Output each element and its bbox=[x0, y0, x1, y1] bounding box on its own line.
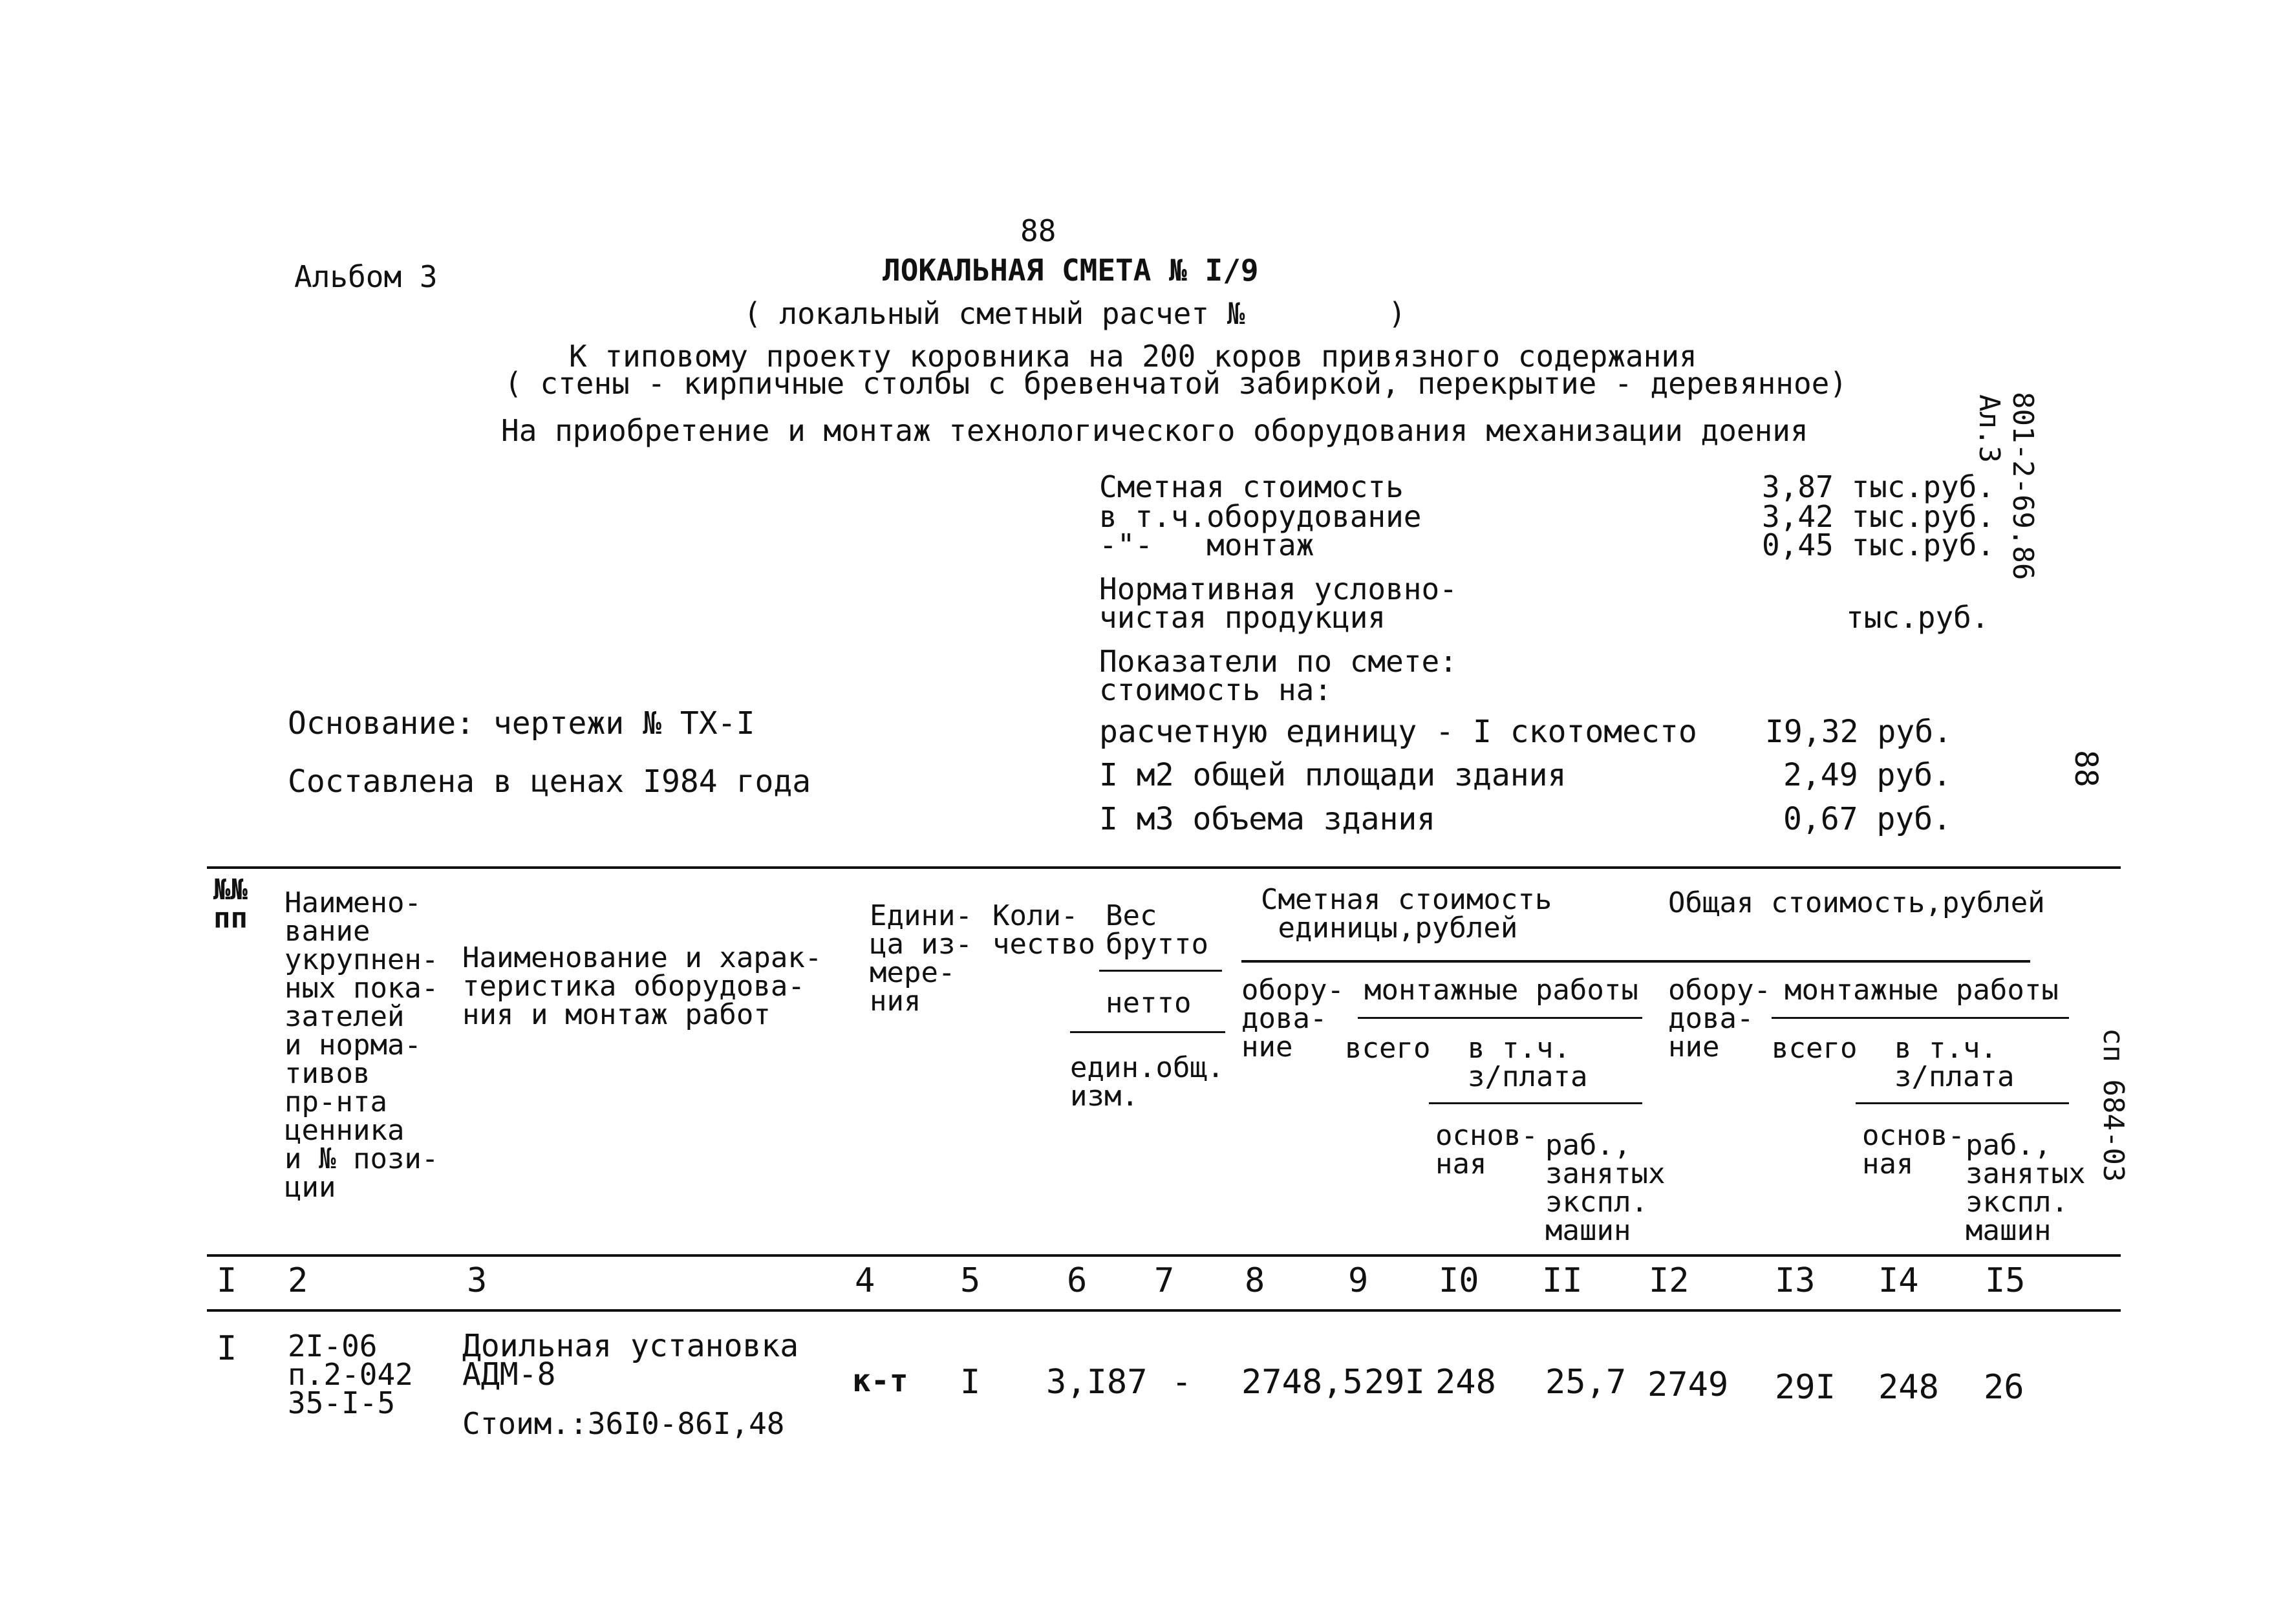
row-basic: 248 bbox=[1435, 1363, 1496, 1402]
header-weight: Вес брутто bbox=[1106, 899, 1208, 961]
album-label: Альбом 3 bbox=[294, 259, 438, 294]
header-equipment: обору- дова- ние bbox=[1241, 974, 1344, 1063]
header-incl-salary: в т.ч. з/плата bbox=[1468, 1032, 1588, 1093]
summary-value-0: 3,87 тыс.руб. bbox=[1762, 469, 1995, 504]
col-number-2: 2 bbox=[288, 1261, 308, 1300]
header-basic: основ- ная bbox=[1435, 1119, 1538, 1181]
indicators-label-2: стоимость на: bbox=[1099, 672, 1333, 707]
right-page-number: 88 bbox=[2068, 750, 2104, 787]
indicators-label-1: Показатели по смете: bbox=[1099, 644, 1457, 679]
summary-value-1: 3,42 тыс.руб. bbox=[1762, 499, 1995, 534]
summary-label-0: Сметная стоимость bbox=[1099, 469, 1404, 504]
side-code-main: 801-2-69.86 bbox=[2006, 392, 2039, 581]
row-all-total: 29I bbox=[1775, 1368, 1836, 1407]
indicator-value-1: 2,49 руб. bbox=[1783, 757, 1952, 793]
header-basic-total: основ- ная bbox=[1862, 1119, 1965, 1181]
header-machines: раб., занятых экспл. машин bbox=[1545, 1129, 1666, 1247]
header-all: всего bbox=[1345, 1032, 1431, 1065]
header-mount-works-total: монтажные работы bbox=[1785, 974, 2059, 1007]
row-basic-total: 248 bbox=[1878, 1368, 1939, 1407]
row-equipment: 2748,5 bbox=[1241, 1363, 1363, 1402]
row-machines-total: 26 bbox=[1984, 1368, 2024, 1407]
row-weight-total: - bbox=[1172, 1363, 1192, 1402]
header-net: нетто bbox=[1106, 987, 1192, 1020]
row-machines: 25,7 bbox=[1545, 1363, 1627, 1402]
summary-label-2: -"- монтаж bbox=[1099, 528, 1314, 562]
row-cost-note: Стоим.:36I0-86I,48 bbox=[462, 1406, 785, 1441]
table-top-rule bbox=[207, 866, 2121, 869]
col-number-7: 7 bbox=[1154, 1261, 1175, 1300]
indicator-value-0: I9,32 руб. bbox=[1765, 714, 1952, 750]
row-description: Доильная установка АДМ-8 bbox=[462, 1328, 799, 1393]
header-unit: Едини- ца из- мере- ния bbox=[870, 899, 972, 1018]
row-unit: к-т bbox=[852, 1363, 908, 1399]
header-machines-total: раб., занятых экспл. машин bbox=[1966, 1129, 2086, 1247]
net-product-value: тыс.руб. bbox=[1846, 600, 1989, 635]
row-all: 29I bbox=[1364, 1363, 1425, 1402]
col-number-13: I3 bbox=[1775, 1261, 1816, 1300]
header-total-cost: Общая стоимость,рублей bbox=[1668, 886, 2045, 919]
header-mount-works: монтажные работы bbox=[1364, 974, 1638, 1007]
indicator-label-0: расчетную единицу - I скотоместо bbox=[1099, 714, 1697, 750]
col-number-12: I2 bbox=[1649, 1261, 1689, 1300]
col-number-1: I bbox=[217, 1261, 237, 1300]
salary-rule-1 bbox=[1429, 1102, 1642, 1104]
net-product-label-1: Нормативная условно- bbox=[1099, 572, 1457, 606]
mount-rule-1 bbox=[1358, 1017, 1642, 1019]
document-title: ЛОКАЛЬНАЯ СМЕТА № I/9 bbox=[883, 253, 1259, 288]
col-number-8: 8 bbox=[1245, 1261, 1265, 1300]
weight-rule-1 bbox=[1099, 970, 1222, 972]
header-incl-salary-total: в т.ч. з/плата bbox=[1894, 1032, 2015, 1093]
header-all-total: всего bbox=[1772, 1032, 1858, 1065]
summary-value-2: 0,45 тыс.руб. bbox=[1762, 528, 1995, 562]
header-num: №№ пп bbox=[213, 873, 248, 935]
cost-header-rule bbox=[1241, 960, 2030, 963]
header-equipment-total: обору- дова- ние bbox=[1668, 974, 1771, 1063]
header-quantity: Коли- чество bbox=[992, 899, 1095, 961]
net-product-label-2: чистая продукция bbox=[1099, 600, 1386, 635]
table-side-code: сп 684-03 bbox=[2097, 1028, 2130, 1182]
col-number-14: I4 bbox=[1878, 1261, 1919, 1300]
header-description: Наименование и харак- теристика оборудова- ния и монтаж работ bbox=[462, 941, 822, 1031]
col-number-3: 3 bbox=[467, 1261, 488, 1300]
basis-prices: Составлена в ценах I984 года bbox=[288, 764, 811, 800]
col-number-5: 5 bbox=[960, 1261, 981, 1300]
mount-rule-2 bbox=[1772, 1017, 2069, 1019]
header-weight-units: един.общ. изм. bbox=[1070, 1051, 1225, 1113]
col-number-15: I5 bbox=[1985, 1261, 2026, 1300]
document-subtitle: ( локальный сметный расчет № ) bbox=[744, 296, 1406, 331]
side-album: Ал.3 bbox=[1973, 394, 2006, 463]
weight-rule-2 bbox=[1070, 1031, 1225, 1033]
row-code: 2I-06 п.2-042 35-I-5 bbox=[288, 1329, 413, 1420]
salary-rule-2 bbox=[1856, 1102, 2069, 1104]
basis-drawings: Основание: чертежи № ТХ-I bbox=[288, 705, 755, 742]
header-name: Наимено- вание укрупнен- ных пока- зателей и норма- тивов пр-нта ценника и № пози- ции bbox=[284, 886, 439, 1204]
project-line-2: ( стены - кирпичные столбы с бревенчатой забиркой, перекрытие - деревянное) bbox=[504, 366, 1848, 401]
col-number-4: 4 bbox=[855, 1261, 875, 1300]
col-number-10: I0 bbox=[1439, 1261, 1479, 1300]
project-line-1: К типовому проекту коровника на 200 коров привязного содержания bbox=[569, 339, 1697, 374]
col-number-6: 6 bbox=[1067, 1261, 1088, 1300]
indicator-label-1: I м2 общей площади здания bbox=[1099, 757, 1567, 793]
purpose-line: На приобретение и монтаж технологического оборудования механизации доения bbox=[501, 413, 1808, 448]
row-quantity: I bbox=[960, 1363, 981, 1402]
summary-label-1: в т.ч.оборудование bbox=[1099, 499, 1422, 534]
page-number: 88 bbox=[1020, 213, 1056, 248]
col-number-9: 9 bbox=[1348, 1261, 1369, 1300]
numbers-bottom-rule bbox=[207, 1309, 2121, 1312]
col-number-11: II bbox=[1542, 1261, 1583, 1300]
indicator-value-2: 0,67 руб. bbox=[1783, 801, 1952, 837]
row-number: I bbox=[217, 1329, 237, 1368]
row-equipment-total: 2749 bbox=[1647, 1365, 1729, 1404]
indicator-label-2: I м3 объема здания bbox=[1099, 801, 1436, 837]
row-weight: 3,I87 bbox=[1046, 1363, 1148, 1402]
header-unit-cost: Сметная стоимость единицы,рублей bbox=[1261, 883, 1552, 945]
header-bottom-rule bbox=[207, 1254, 2121, 1257]
